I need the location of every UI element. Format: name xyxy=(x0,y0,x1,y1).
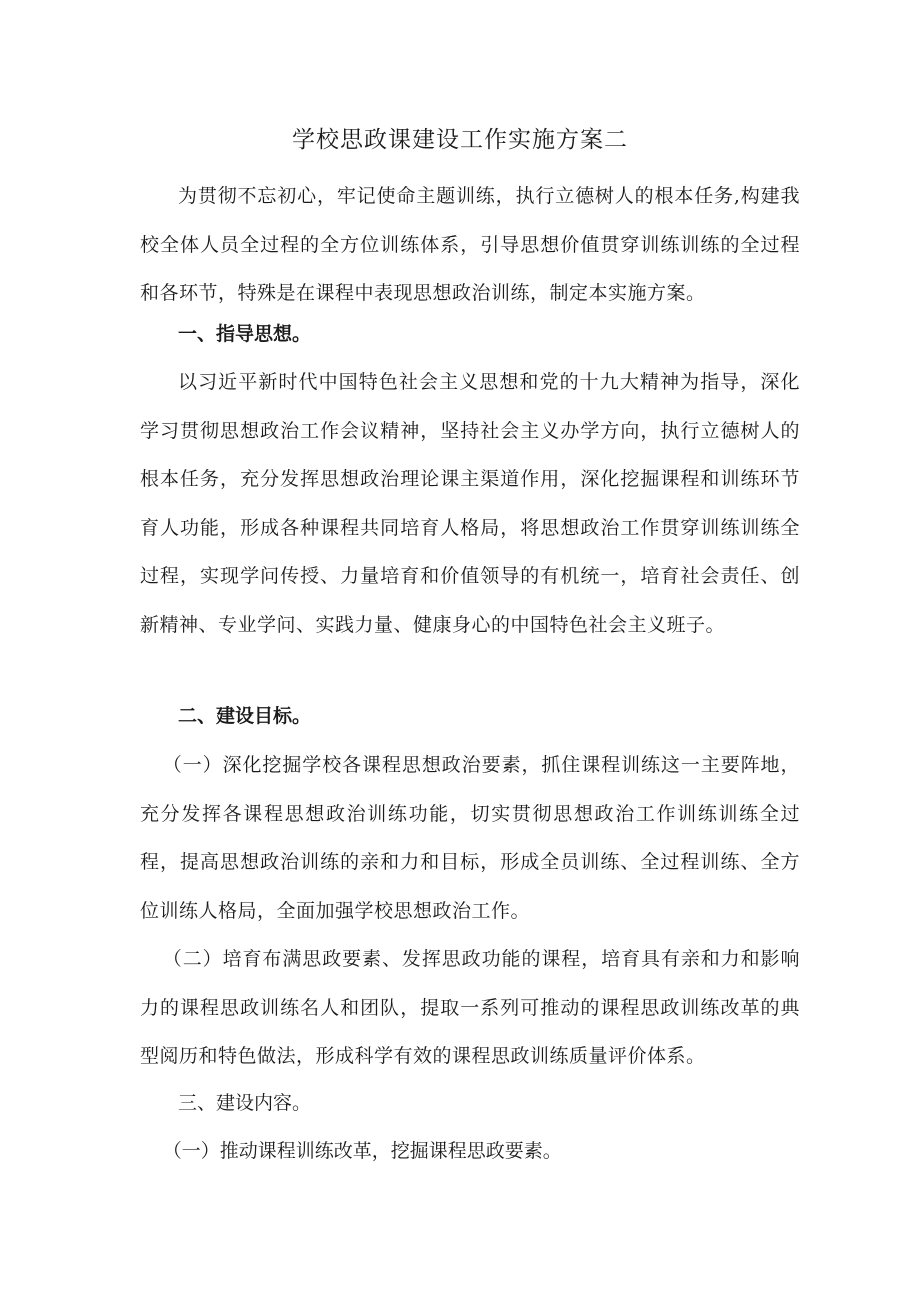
section-1-heading: 一、指导思想。 xyxy=(178,323,312,345)
document-title: 学校思政课建设工作实施方案二 xyxy=(292,127,628,153)
section-1-body: 以习近平新时代中国特色社会主义思想和党的十九大精神为指导，深化学习贯彻思想政治工作会议精神，坚持社会主义办学方向，执行立德树人的根本任务，充分发挥思想政治理论课主渠道作用，深化挖掘课程和训练环节育人功能，形成各种课程共同培育人格局，将思想政治工作贯穿训练训练全过程，实现学问传授、力量培育和价值领导的有机统一，培育社会责任、创新精神、专业学问、实践力量、健康身心的中国特色社会主义班子。 xyxy=(140,371,800,636)
section-3-heading: 三、建设内容。 xyxy=(178,1092,312,1114)
section-2-item-1: （一）深化挖掘学校各课程思想政治要素，抓住课程训练这一主要阵地，充分发挥各课程思想政治训练功能，切实贯彻思想政治工作训练训练全过程，提高思想政治训练的亲和力和目标，形成全员训练、全过程训练、全方位训练人格局，全面加强学校思想政治工作。 xyxy=(140,754,800,922)
section-2-heading: 二、建设目标。 xyxy=(178,705,312,727)
section-3-item-1: （一）推动课程训练改革，挖掘课程思政要素。 xyxy=(162,1140,562,1162)
section-2-item-2: （二）培育布满思政要素、发挥思政功能的课程，培育具有亲和力和影响力的课程思政训练名人和团队，提取一系列可推动的课程思政训练改革的典型阅历和特色做法，形成科学有效的课程思政训练质量评价体系。 xyxy=(140,948,800,1067)
intro-paragraph: 为贯彻不忘初心，牢记使命主题训练，执行立德树人的根本任务,构建我校全体人员全过程的全方位训练体系，引导思想价值贯穿训练训练的全过程和各环节，特殊是在课程中表现思想政治训练，制定本实施方案。 xyxy=(140,185,800,304)
